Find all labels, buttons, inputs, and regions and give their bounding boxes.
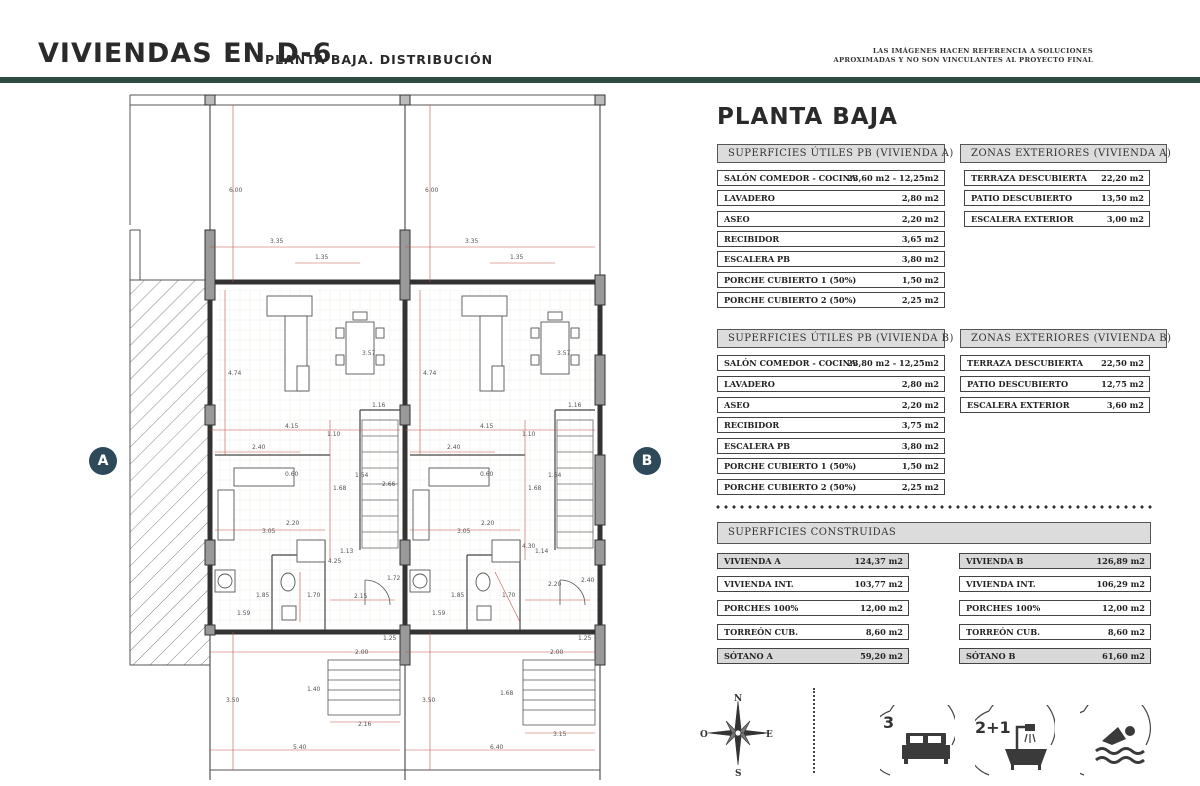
dim-label: 4.74 bbox=[228, 370, 242, 377]
table-row: PORCHES 100% 12,00 m2 bbox=[717, 600, 909, 616]
floor-plan bbox=[0, 90, 680, 786]
dim-label: 2.40 bbox=[581, 577, 595, 584]
dim-label: 1.54 bbox=[548, 472, 562, 479]
compass-icon bbox=[700, 693, 780, 778]
dim-label: 5.40 bbox=[293, 744, 307, 751]
useful-b-heading: SUPERFICIES ÚTILES PB (VIVIENDA B) bbox=[717, 329, 945, 348]
table-row: PORCHE CUBIERTO 2 (50%) 2,25 m2 bbox=[717, 292, 945, 308]
table-row: PORCHE CUBIERTO 1 (50%) 1,50 m2 bbox=[717, 272, 945, 288]
dim-label: 1.10 bbox=[327, 431, 341, 438]
dim-label: 1.59 bbox=[432, 610, 446, 617]
page-subtitle: PLANTA BAJA. DISTRIBUCIÓN bbox=[265, 52, 494, 67]
table-row: LAVADERO 2,80 m2 bbox=[717, 376, 945, 392]
useful-a-heading: SUPERFICIES ÚTILES PB (VIVIENDA A) bbox=[717, 144, 945, 163]
dim-label: 4.15 bbox=[480, 423, 494, 430]
dashed-separator bbox=[813, 688, 815, 773]
bathrooms-feature bbox=[975, 705, 1055, 780]
table-row: VIVIENDA INT. 103,77 m2 bbox=[717, 576, 909, 592]
table-row: LAVADERO 2,80 m2 bbox=[717, 190, 945, 206]
table-row: PORCHES 100% 12,00 m2 bbox=[959, 600, 1151, 616]
table-row: RECIBIDOR 3,65 m2 bbox=[717, 231, 945, 247]
dim-label: 1.68 bbox=[333, 485, 347, 492]
table-row: ESCALERA EXTERIOR 3,60 m2 bbox=[960, 397, 1150, 413]
compass-n: N bbox=[734, 694, 743, 704]
table-row: TERRAZA DESCUBIERTA 22,20 m2 bbox=[964, 170, 1150, 186]
disclaimer bbox=[833, 47, 1093, 65]
page-title: VIVIENDAS EN D-6 bbox=[38, 38, 333, 69]
dim-label: 2.40 bbox=[252, 444, 266, 451]
dim-label: 4.30 bbox=[522, 543, 536, 550]
disclaimer-line-2: APROXIMADAS Y NO SON VINCULANTES AL PROYECTO FINAL bbox=[833, 56, 1093, 64]
dim-label: 2.20 bbox=[548, 581, 562, 588]
dim-label: 4.74 bbox=[423, 370, 437, 377]
table-row: RECIBIDOR 3,75 m2 bbox=[717, 417, 945, 433]
table-row: PATIO DESCUBIERTO 12,75 m2 bbox=[960, 376, 1150, 392]
dim-label: 1.35 bbox=[510, 254, 524, 261]
dim-label: 0.60 bbox=[285, 471, 299, 478]
dim-label: 2.66 bbox=[382, 481, 396, 488]
dim-label: 1.72 bbox=[387, 575, 401, 582]
table-row: SALÓN COMEDOR - COCINA 23,60 m2 - 12,25m2 bbox=[717, 170, 945, 186]
bathrooms-count: 2+1 bbox=[975, 718, 1011, 737]
table-row: TERRAZA DESCUBIERTA 22,50 m2 bbox=[960, 355, 1150, 371]
dim-label: 1.85 bbox=[256, 592, 270, 599]
table-row: PORCHE CUBIERTO 2 (50%) 2,25 m2 bbox=[717, 479, 945, 495]
table-row: ASEO 2,20 m2 bbox=[717, 211, 945, 227]
dotted-divider bbox=[714, 505, 1154, 509]
table-row: SÓTANO B 61,60 m2 bbox=[959, 648, 1151, 664]
dim-label: 3.05 bbox=[262, 528, 276, 535]
dim-label: 1.70 bbox=[502, 592, 516, 599]
bedrooms-feature bbox=[880, 705, 955, 780]
dim-label: 1.25 bbox=[383, 635, 397, 642]
table-row: ASEO 2,20 m2 bbox=[717, 397, 945, 413]
dim-label: 4.15 bbox=[285, 423, 299, 430]
dim-label: 3.57 bbox=[362, 350, 376, 357]
dim-label: 1.25 bbox=[578, 635, 592, 642]
dim-label: 3.57 bbox=[557, 350, 571, 357]
dim-label: 2.15 bbox=[354, 593, 368, 600]
bathtub-icon bbox=[975, 705, 1055, 780]
dim-label: 2.20 bbox=[481, 520, 495, 527]
dim-label: 6.00 bbox=[425, 187, 439, 194]
pool-feature bbox=[1080, 705, 1155, 780]
unit-b-badge: B bbox=[633, 447, 661, 475]
dim-label: 1.16 bbox=[568, 402, 582, 409]
dim-label: 1.35 bbox=[315, 254, 329, 261]
dim-label: 1.70 bbox=[307, 592, 321, 599]
dim-label: 1.54 bbox=[355, 472, 369, 479]
dim-label: 2.00 bbox=[355, 649, 369, 656]
compass-o: O bbox=[700, 730, 708, 740]
dim-label: 3.35 bbox=[270, 238, 284, 245]
dim-label: 1.13 bbox=[340, 548, 354, 555]
dim-label: 1.85 bbox=[451, 592, 465, 599]
unit-a-badge: A bbox=[89, 447, 117, 475]
compass-e: E bbox=[766, 730, 773, 740]
dim-label: 3.35 bbox=[465, 238, 479, 245]
header-divider bbox=[0, 77, 1200, 83]
dim-label: 1.68 bbox=[500, 690, 514, 697]
bedrooms-count: 3 bbox=[883, 713, 895, 732]
table-row: SALÓN COMEDOR - COCINA 23,80 m2 - 12,25m2 bbox=[717, 355, 945, 371]
dim-label: 1.16 bbox=[372, 402, 386, 409]
table-row: ESCALERA PB 3,80 m2 bbox=[717, 438, 945, 454]
disclaimer-line-1: LAS IMÁGENES HACEN REFERENCIA A SOLUCIONES bbox=[872, 47, 1093, 55]
dim-label: 6.00 bbox=[229, 187, 243, 194]
dim-label: 1.59 bbox=[237, 610, 251, 617]
compass-s: S bbox=[735, 769, 742, 778]
dim-label: 3.50 bbox=[226, 697, 240, 704]
table-row: VIVIENDA INT. 106,29 m2 bbox=[959, 576, 1151, 592]
dim-label: 3.15 bbox=[553, 731, 567, 738]
dim-label: 2.16 bbox=[358, 721, 372, 728]
dim-label: 1.40 bbox=[307, 686, 321, 693]
hatched-neighbour-area bbox=[130, 280, 210, 665]
table-row: TORREÓN CUB. 8,60 m2 bbox=[717, 624, 909, 640]
table-row: VIVIENDA B 126,89 m2 bbox=[959, 553, 1151, 569]
dim-label: 2.40 bbox=[447, 444, 461, 451]
panel-title: PLANTA BAJA bbox=[717, 104, 898, 130]
dim-label: 1.10 bbox=[522, 431, 536, 438]
table-row: VIVIENDA A 124,37 m2 bbox=[717, 553, 909, 569]
table-row: SÓTANO A 59,20 m2 bbox=[717, 648, 909, 664]
table-row: PORCHE CUBIERTO 1 (50%) 1,50 m2 bbox=[717, 458, 945, 474]
exterior-a-heading: ZONAS EXTERIORES (VIVIENDA A) bbox=[960, 144, 1167, 163]
dim-label: 0.60 bbox=[480, 471, 494, 478]
dim-label: 1.14 bbox=[535, 548, 549, 555]
dim-label: 6.40 bbox=[490, 744, 504, 751]
exterior-b-heading: ZONAS EXTERIORES (VIVIENDA B) bbox=[960, 329, 1167, 348]
dim-label: 2.20 bbox=[286, 520, 300, 527]
built-heading: SUPERFICIES CONSTRUIDAS bbox=[717, 522, 1151, 544]
dim-label: 3.05 bbox=[457, 528, 471, 535]
table-row: TORREÓN CUB. 8,60 m2 bbox=[959, 624, 1151, 640]
dim-label: 4.25 bbox=[328, 558, 342, 565]
dim-label: 3.50 bbox=[422, 697, 436, 704]
dim-label: 1.68 bbox=[528, 485, 542, 492]
table-row: PATIO DESCUBIERTO 13,50 m2 bbox=[964, 190, 1150, 206]
swimmer-icon bbox=[1080, 705, 1155, 780]
dim-label: 2.00 bbox=[550, 649, 564, 656]
table-row: ESCALERA PB 3,80 m2 bbox=[717, 251, 945, 267]
table-row: ESCALERA EXTERIOR 3,00 m2 bbox=[964, 211, 1150, 227]
